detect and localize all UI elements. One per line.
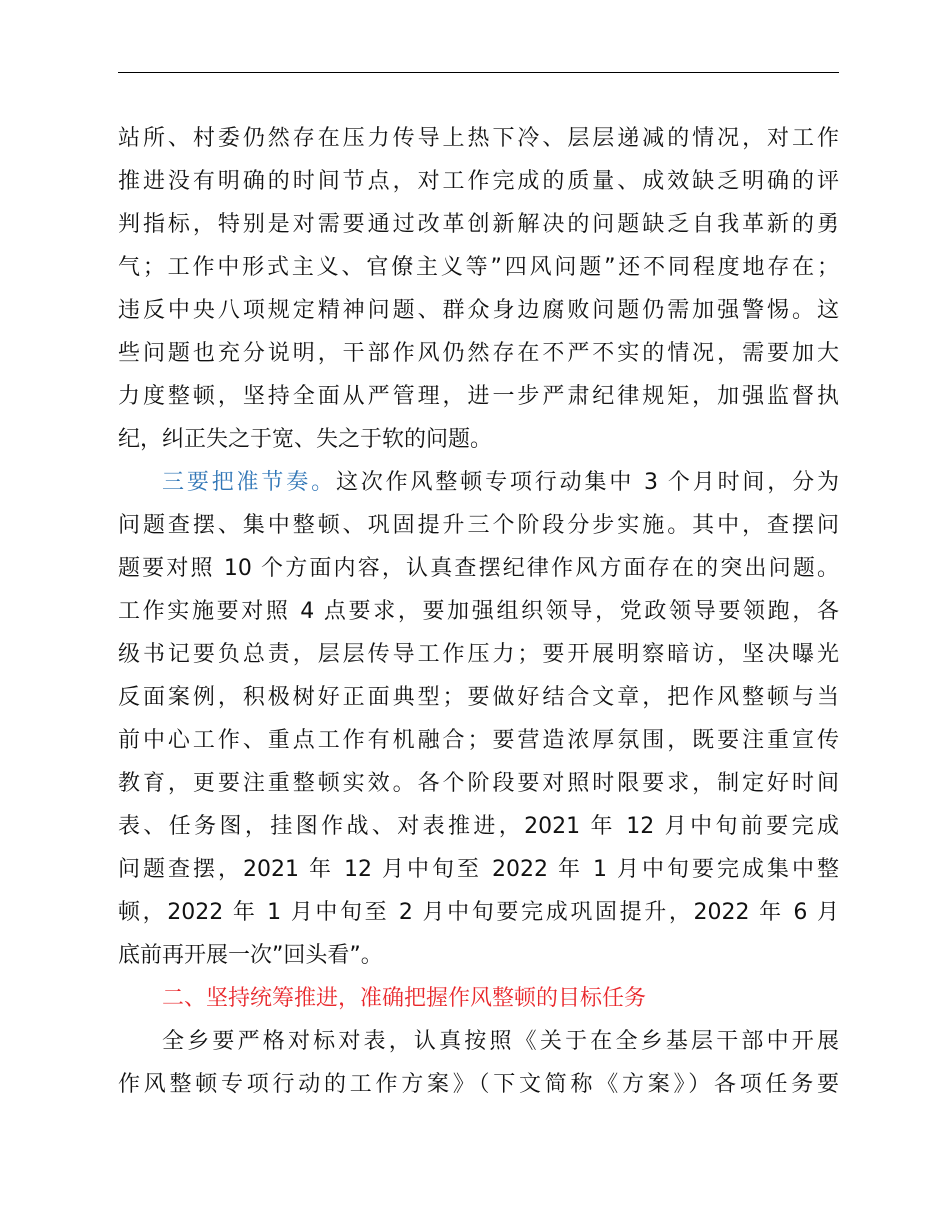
text-line: 站所、村委仍然存在压力传导上热下冷、层层递减的情况，对工作 (118, 126, 839, 151)
paragraph-1 (118, 117, 839, 461)
text-line: 问题查摆、集中整顿、巩固提升三个阶段分步实施。其中，查摆问 (118, 513, 839, 538)
text-line (118, 461, 839, 504)
text-line: 问题查摆，2021 年 12 月中旬至 2022 年 1 月中旬要完成集中整 (118, 857, 839, 882)
subheading-pace: 三要把准节奏。 (162, 470, 336, 495)
text-line: 纪，纠正失之于宽、失之于软的问题。 (118, 427, 493, 452)
text-line: 些问题也充分说明，干部作风仍然存在不严不实的情况，需要加大 (118, 341, 839, 366)
text-line: 力度整顿，坚持全面从严管理，进一步严肃纪律规矩，加强监督执 (118, 384, 839, 409)
text-line: 表、任务图，挂图作战、对表推进，2021 年 12 月中旬前要完成 (118, 814, 839, 839)
text-line: 题要对照 10 个方面内容，认真查摆纪律作风方面存在的突出问题。 (118, 556, 839, 581)
text-line: 全乡要严格对标对表，认真按照《关于在全乡基层干部中开展 (162, 1029, 839, 1054)
text-line: 气；工作中形式主义、官僚主义等”四风问题”还不同程度地存在； (118, 255, 839, 280)
text-line: 作风整顿专项行动的工作方案》（下文简称《方案》）各项任务要 (118, 1072, 839, 1097)
header-rule (118, 72, 839, 73)
section-heading: 二、坚持统筹推进，准确把握作风整顿的目标任务 (162, 986, 647, 1011)
text-line: 反面案例，积极树好正面典型；要做好结合文章，把作风整顿与当 (118, 685, 839, 710)
text-line: 底前再开展一次”回头看”。 (118, 943, 383, 968)
text-run: 这次作风整顿专项行动集中 3 个月时间，分为 (335, 470, 839, 495)
paragraph-3 (118, 1020, 839, 1106)
text-line: 前中心工作、重点工作有机融合；要营造浓厚氛围，既要注重宣传 (118, 728, 839, 753)
text-line: 教育，更要注重整顿实效。各个阶段要对照时限要求，制定好时间 (118, 771, 839, 796)
document-body (118, 117, 839, 1106)
text-line: 工作实施要对照 4 点要求，要加强组织领导，党政领导要领跑，各 (118, 599, 839, 624)
text-line: 级书记要负总责，层层传导工作压力；要开展明察暗访，坚决曝光 (118, 642, 839, 667)
paragraph-2 (118, 461, 839, 977)
text-line: 推进没有明确的时间节点，对工作完成的质量、成效缺乏明确的评 (118, 169, 839, 194)
text-line: 违反中央八项规定精神问题、群众身边腐败问题仍需加强警惕。这 (118, 298, 839, 323)
text-line: 顿，2022 年 1 月中旬至 2 月中旬要完成巩固提升，2022 年 6 月 (118, 900, 839, 925)
text-line: 判指标，特别是对需要通过改革创新解决的问题缺乏自我革新的勇 (118, 212, 839, 237)
